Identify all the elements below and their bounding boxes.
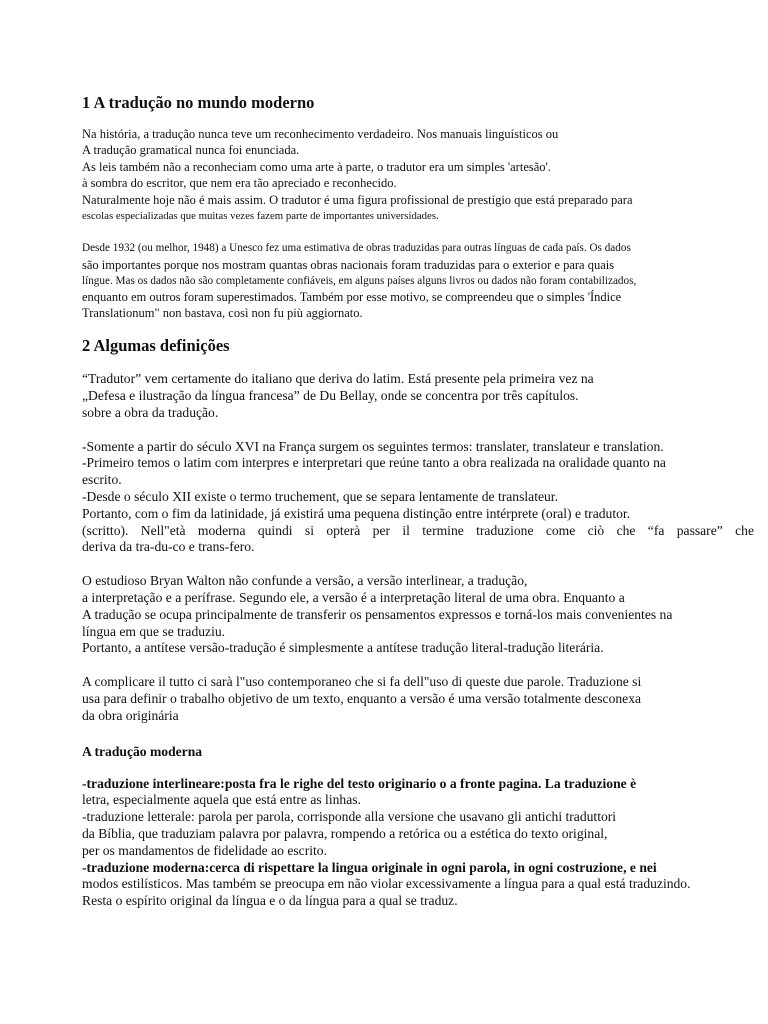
section-2-paragraph-4	[82, 674, 754, 724]
text-line: a interpretação e a perífrase. Segundo ele, a versão é a interpretação literal de uma obra. Enquanto a	[82, 589, 625, 605]
text-line: Resta o espírito original da língua e o da língua para a qual se traduz.	[82, 893, 458, 909]
section-2-paragraph-3	[82, 573, 754, 657]
text-line: As leis também não a reconheciam como uma arte à parte, o tradutor era um simples 'artesão'.	[82, 159, 551, 174]
text-line: -Somente a partir do século XVI na França surgem os seguintes termos: translater, translateur e translation.	[82, 438, 664, 454]
text-line: escrito.	[82, 472, 122, 488]
text-line: Na história, a tradução nunca teve um reconhecimento verdadeiro. Nos manuais linguísticos ou	[82, 127, 559, 141]
text-line: Portanto, a antítese versão-tradução é simplesmente a antítese tradução literal-tradução literária.	[82, 640, 604, 656]
text-line: Translationum" non bastava, così non fu più aggiornato.	[82, 306, 363, 321]
section-1-paragraph-1	[82, 126, 754, 224]
bold-text: -traduzione interlineare:posta fra le righe del testo originario o a fronte pagina. La traduzione è	[82, 775, 637, 791]
section-1-title: 1 A tradução no mundo moderno	[82, 93, 315, 112]
text-line: escolas especializadas que muitas vezes fazem parte de importantes universidades.	[82, 210, 439, 223]
text-line: „Defesa e ilustração da língua francesa” de Du Bellay, onde se concentra por três capítulos.	[82, 388, 579, 404]
section-2-paragraph-1	[82, 371, 754, 421]
text-line: -traduzione letterale: parola per parola, corrisponde alla versione che usavano gli antichi traduttori	[82, 809, 617, 825]
text-line: Naturalmente hoje não é mais assim. O tradutor é uma figura profissional de prestígio que está preparado para	[82, 192, 633, 207]
section-2-paragraph-2	[82, 439, 754, 557]
subsection-title: A tradução moderna	[82, 743, 203, 759]
text-line: são importantes porque nos mostram quantas obras nacionais foram traduzidas para o exterior e para quais	[82, 257, 615, 272]
section-1-paragraph-2	[82, 240, 754, 321]
text-line: Portanto, com o fim da latinidade, já existirá uma pequena distinção entre intérprete (oral) e tradutor.	[82, 505, 631, 521]
text-line: A tradução gramatical nunca foi enunciada.	[82, 143, 300, 158]
text-line: per os mandamentos de fidelidade ao escrito.	[82, 842, 327, 858]
text-line: letra, especialmente aquela que está entre as linhas.	[82, 792, 361, 808]
text-line: sobre a obra da tradução.	[82, 404, 219, 420]
text-line: O estudioso Bryan Walton não confunde a versão, a versão interlinear, a tradução,	[82, 573, 528, 589]
section-2-paragraph-5	[82, 776, 754, 910]
text-line: -Primeiro temos o latim com interpres e interpretari que reúne tanto a obra realizada na oralidade quanto na	[82, 455, 666, 471]
section-2-title: 2 Algumas definições	[82, 336, 230, 356]
bold-text: -traduzione moderna:cerca di rispettare la lingua originale in ogni parola, in ogni costruzione, e nei	[82, 859, 657, 875]
text-line: deriva da tra-du-co e trans-fero.	[82, 539, 255, 555]
text-line: língua em que se traduziu.	[82, 623, 226, 639]
text-line: à sombra do escritor, que nem era tão apreciado e reconhecido.	[82, 176, 397, 191]
text-line: modos estilísticos. Mas também se preocupa em não violar excessivamente a língua para a qual está traduzindo.	[82, 876, 691, 892]
text-line: língue. Mas os dados não são completamente confiáveis, em alguns países alguns livros ou dados não foram contabilizados,	[82, 274, 637, 287]
text-line: usa para definir o trabalho objetivo de um texto, enquanto a versão é uma versão totalmente desconexa	[82, 690, 642, 706]
document-page	[82, 92, 754, 910]
text-line: -Desde o século XII existe o termo truchement, que se separa lentamente de translateur.	[82, 489, 558, 504]
text-line: A complicare il tutto ci sarà l"uso contemporaneo che si fa dell"uso di queste due parole. Traduzione si	[82, 674, 642, 690]
text-line	[82, 776, 754, 793]
text-line: enquanto em outros foram superestimados. Também por esse motivo, se compreendeu que o simples 'Índice	[82, 290, 622, 305]
text-line: A tradução se ocupa principalmente de transferir os pensamentos expressos e torná-los mais convenientes na	[82, 606, 673, 622]
text-line	[82, 860, 754, 877]
text-line: Desde 1932 (ou melhor, 1948) a Unesco fez uma estimativa de obras traduzidas para outras línguas de cada país. Os dados	[82, 242, 631, 255]
text-line: “Tradutor” vem certamente do italiano que deriva do latim. Está presente pela primeira vez na	[82, 371, 594, 387]
text-line: da obra originária	[82, 707, 179, 723]
text-line: da Bíblia, que traduziam palavra por palavra, rompendo a retórica ou a estética do texto original,	[82, 825, 608, 841]
text-line: (scritto). Nell"età moderna quindi si opterà per il termine traduzione come ciò che “fa passare” che	[82, 522, 754, 538]
